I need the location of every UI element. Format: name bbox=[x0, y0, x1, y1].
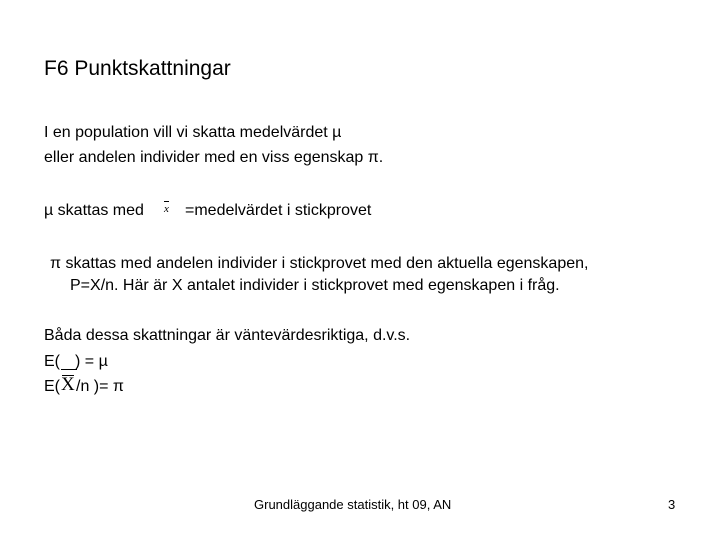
slide-title: F6 Punktskattningar bbox=[44, 57, 231, 80]
pi-estimate-line-2: P=X/n. Här är X antalet individer i stickprovet med egenskapen i fråg. bbox=[70, 277, 560, 294]
page-number: 3 bbox=[668, 497, 676, 512]
x-bar-symbol: x bbox=[164, 203, 169, 215]
expectation-eq-1-suffix: ) = µ bbox=[75, 353, 108, 370]
expectation-eq-2-prefix: E( bbox=[44, 378, 60, 395]
x-bar-symbol-large: X bbox=[61, 374, 75, 395]
footer-text: Grundläggande statistik, ht 09, AN bbox=[254, 497, 452, 512]
mu-estimate-suffix: =medelvärdet i stickprovet bbox=[185, 202, 372, 219]
unbiased-statement: Båda dessa skattningar är väntevärdesriktiga, d.v.s. bbox=[44, 327, 411, 344]
pi-estimate-line-1: π skattas med andelen individer i stickprovet med den aktuella egenskapen, bbox=[50, 255, 589, 272]
mu-estimate-prefix: µ skattas med bbox=[44, 202, 144, 219]
intro-line-2: eller andelen individer med en viss egenskap π. bbox=[44, 149, 384, 166]
intro-line-1: I en population vill vi skatta medelvärdet µ bbox=[44, 124, 342, 141]
expectation-eq-2-suffix: /n )= π bbox=[76, 378, 124, 395]
expectation-eq-1-prefix: E( bbox=[44, 353, 60, 370]
